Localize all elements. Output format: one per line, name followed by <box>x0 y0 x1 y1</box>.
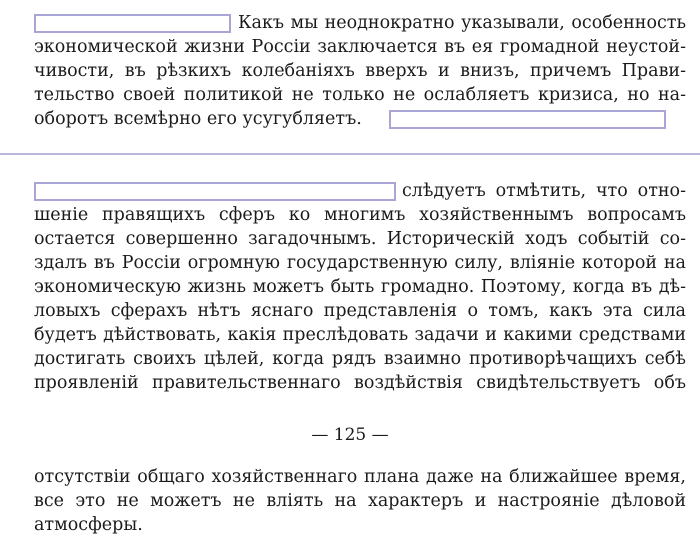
text-line: тельство своей политикой не только не ослабляетъ кризиса, но на- <box>34 85 686 105</box>
text-line: атмосферы. <box>34 515 143 535</box>
text-line: слѣдуетъ отмѣтить, что отно- <box>402 181 686 201</box>
text-line: оборотъ всемѣрно его усугубляетъ. <box>34 109 362 129</box>
text-line: шенiе правящихъ сферъ ко многимъ хозяйственнымъ вопросамъ <box>34 205 686 225</box>
text-line: экономическую жизнь можетъ быть громадно. Поэтому, когда въ дѣ- <box>34 277 686 297</box>
text-line: все это не можетъ не влiять на характеръ и настроянiе дѣловой <box>34 491 686 511</box>
redaction-box-top-left <box>34 14 231 33</box>
text-line: Какъ мы неоднократно указывали, особенность <box>238 13 686 33</box>
text-line: остается совершенно загадочнымъ. Историческiй ходъ событiй со- <box>34 229 686 249</box>
text-line: отсутствiи общаго хозяйственнаго плана даже на ближайшее время, <box>34 467 686 487</box>
text-line: экономической жизни Россiи заключается въ ея громадной неустой- <box>34 37 686 57</box>
page-number: — 125 — <box>311 425 389 445</box>
text-line: ловыхъ сферахъ нѣтъ яснаго представленiя о томъ, какъ эта сила <box>34 301 686 321</box>
text-line: будетъ дѣйствовать, какiя преслѣдовать задачи и какими средствами <box>34 325 686 345</box>
redaction-box-start <box>34 182 396 201</box>
text-line: чивости, въ рѣзкихъ колебанiяхъ вверхъ и внизъ, причемъ Прави- <box>34 61 686 81</box>
text-line: здалъ въ Россiи огромную государственную силу, влiянiе которой на <box>34 253 686 273</box>
text-line: проявленiй правительственнаго воздѣйствiя свидѣтельствуетъ объ <box>34 373 686 393</box>
text-line: достигать своихъ цѣлей, когда рядъ взаимно противорѣчащихъ себѣ <box>34 349 686 369</box>
redaction-box-end <box>389 110 666 129</box>
fragment-divider <box>0 153 700 155</box>
